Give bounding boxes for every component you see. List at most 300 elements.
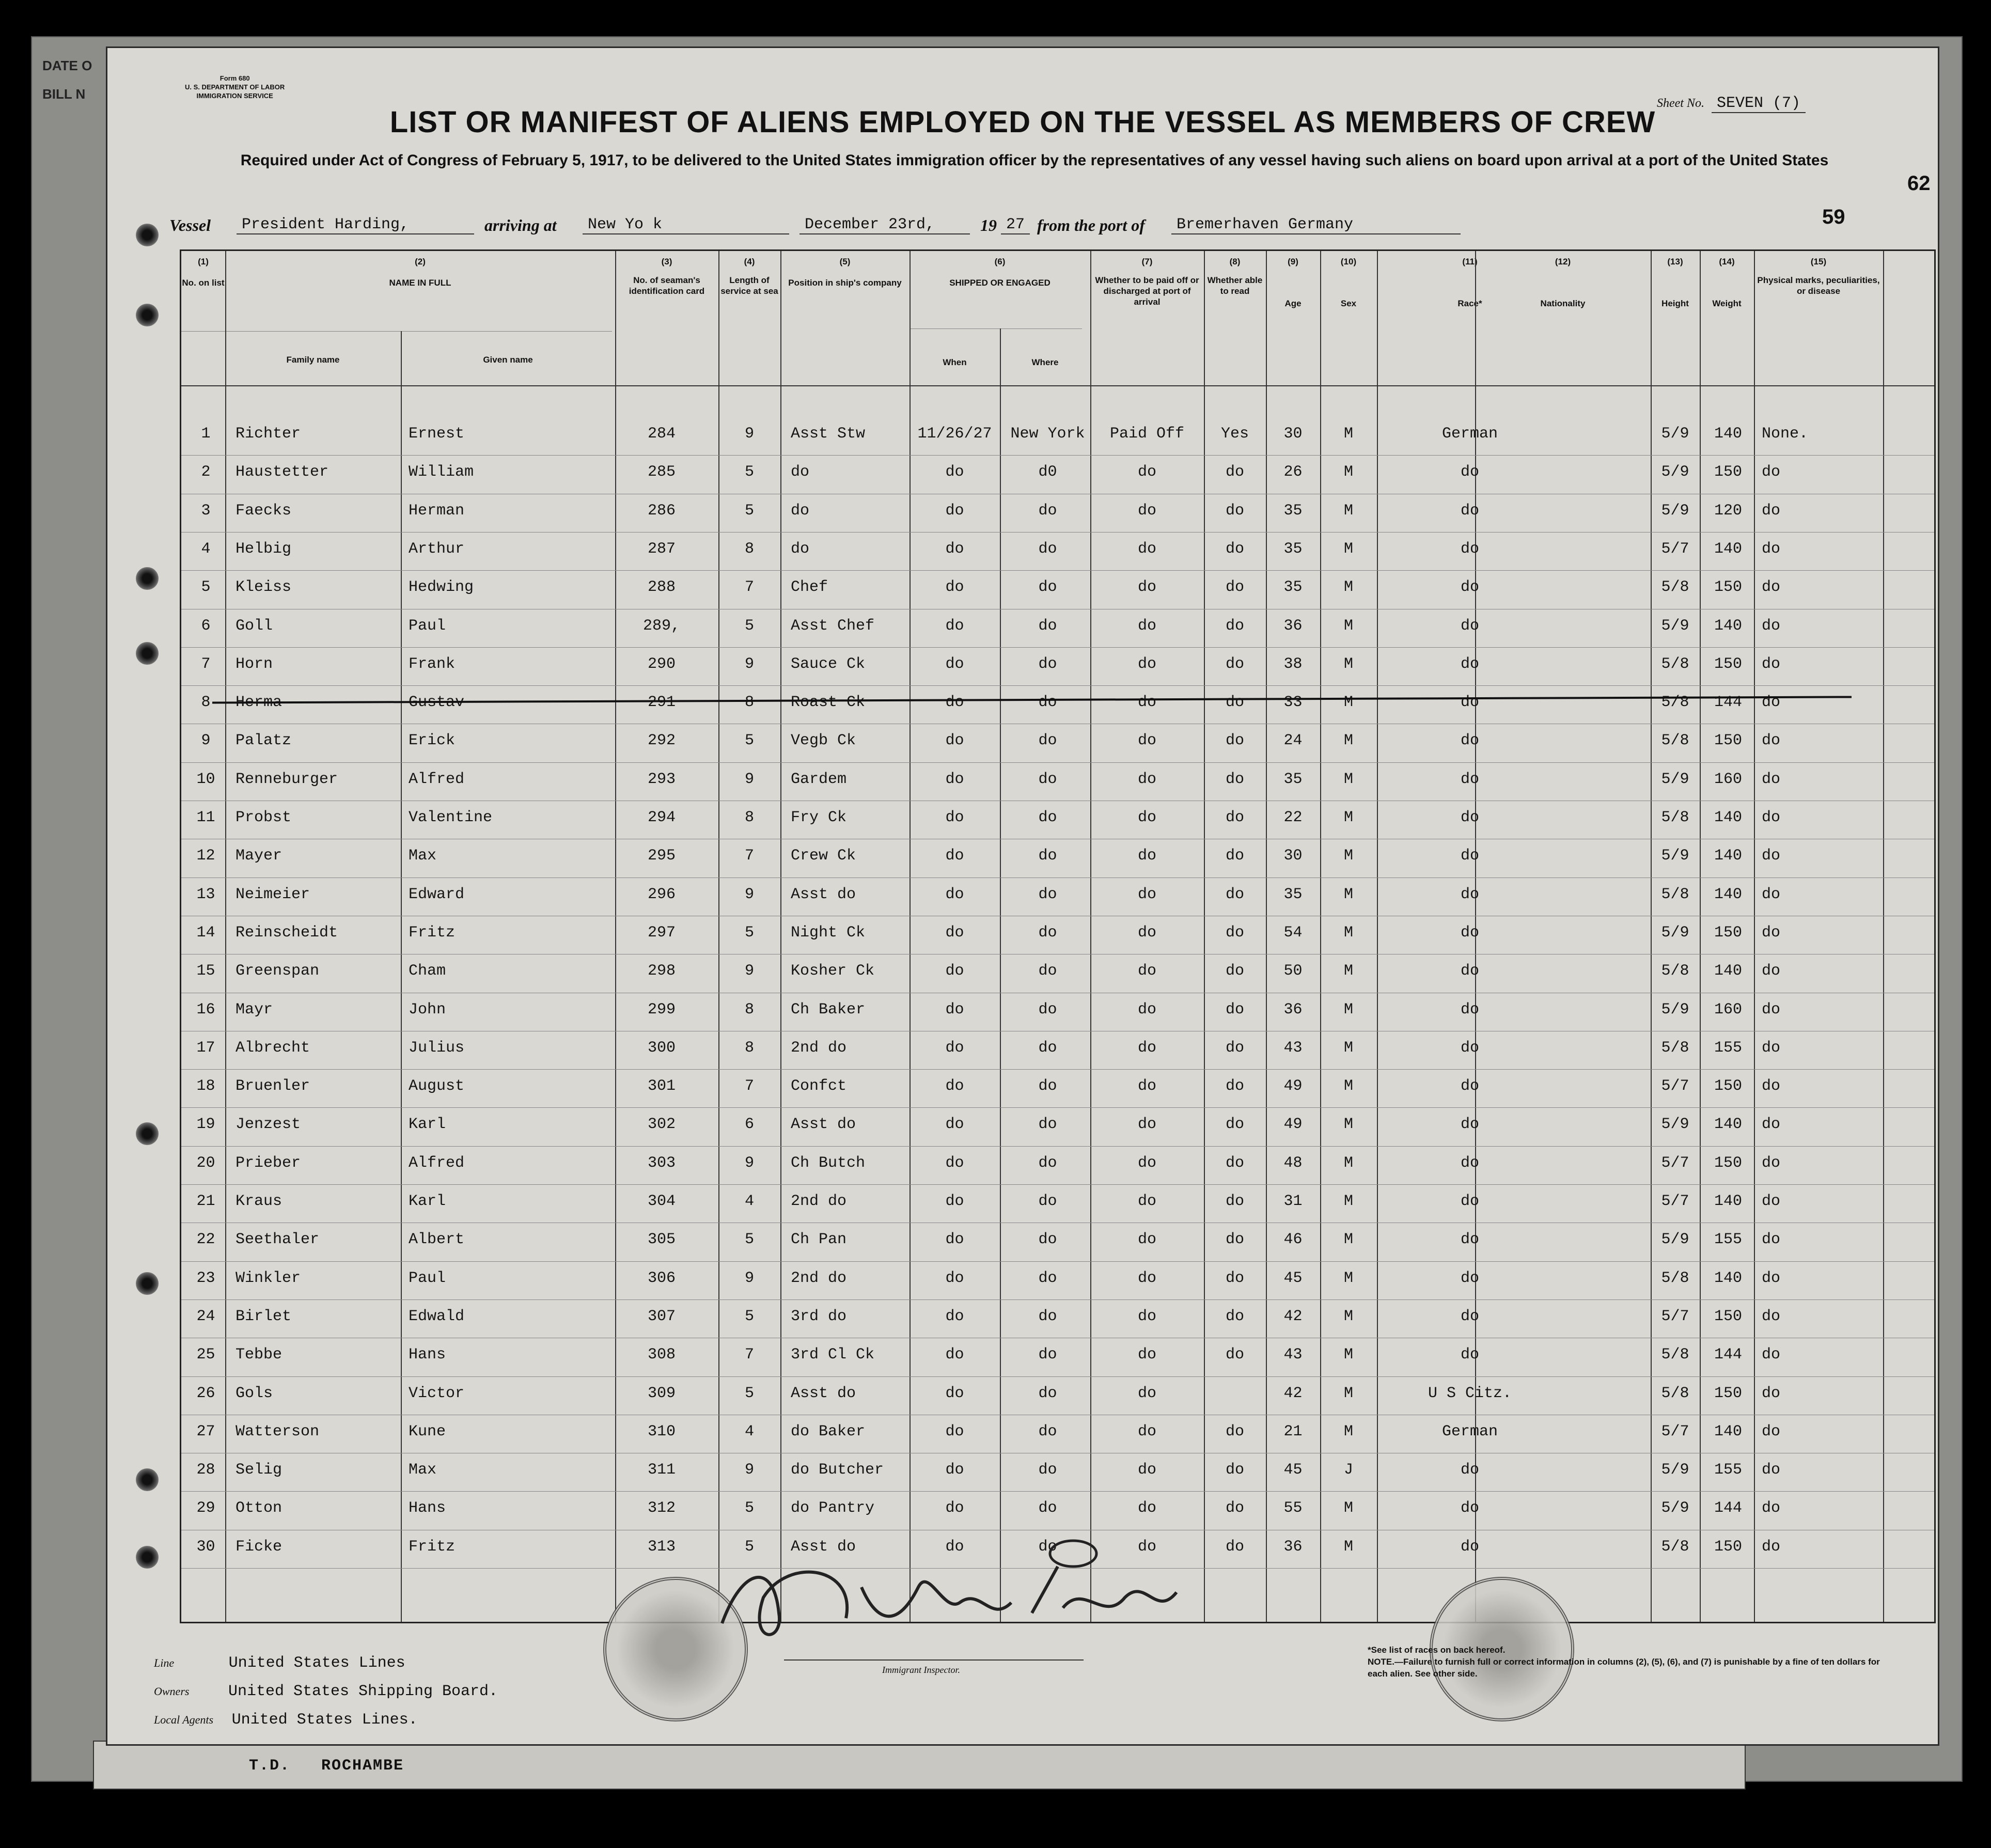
- tab-text-td: T.D.: [249, 1757, 291, 1775]
- cell-height: 5/7: [1661, 1422, 1689, 1440]
- manifest-sheet: [106, 46, 1939, 1746]
- cell-height: 5/8: [1661, 694, 1689, 712]
- cell-race: do: [1460, 1346, 1479, 1364]
- cell-position: Fry Ck: [791, 809, 847, 826]
- cell-paid: do: [1137, 962, 1156, 980]
- owners-label: Owners: [154, 1685, 190, 1698]
- cell-given: Arthur: [409, 540, 465, 558]
- cell-sex: M: [1343, 502, 1353, 520]
- cell-race: do: [1460, 809, 1479, 826]
- cell-card: 297: [647, 923, 676, 942]
- cell-race: German: [1441, 425, 1498, 443]
- column-line: [718, 251, 719, 1622]
- cell-weight: 140: [1714, 809, 1742, 826]
- header-able-read: Whether able to read: [1207, 275, 1263, 296]
- cell-sex: M: [1343, 809, 1353, 826]
- cell-no: 9: [201, 732, 211, 750]
- cell-height: 5/8: [1661, 962, 1689, 980]
- cell-weight: 140: [1714, 617, 1742, 635]
- cell-marks: do: [1762, 1193, 1781, 1210]
- cell-family: Bruenler: [236, 1077, 310, 1095]
- cell-marks: do: [1762, 885, 1781, 903]
- cell-weight: 140: [1714, 1269, 1742, 1287]
- cell-where: do: [1038, 1346, 1057, 1364]
- cell-age: 26: [1283, 463, 1303, 481]
- cell-no: 26: [196, 1384, 215, 1402]
- header-shipped: SHIPPED OR ENGAGED: [949, 278, 1051, 288]
- cell-given: Max: [409, 1461, 437, 1479]
- cell-paid: do: [1137, 578, 1156, 597]
- column-line: [1377, 251, 1378, 1622]
- cell-no: 17: [196, 1039, 215, 1057]
- cell-when: do: [945, 1039, 964, 1057]
- cell-where: do: [1038, 1116, 1057, 1134]
- cell-marks: do: [1762, 847, 1781, 865]
- cell-age: 43: [1283, 1346, 1303, 1364]
- punch-hole: [136, 642, 159, 665]
- cell-marks: do: [1762, 923, 1781, 942]
- cell-family: Kleiss: [236, 578, 292, 597]
- cell-where: do: [1038, 578, 1057, 597]
- cell-given: Hans: [409, 1499, 446, 1517]
- cell-when: do: [945, 578, 964, 597]
- cell-given: Edward: [409, 885, 465, 903]
- cell-given: Paul: [409, 1269, 446, 1287]
- header-num: (11): [1462, 257, 1478, 267]
- cell-read: do: [1225, 1422, 1244, 1440]
- cell-length: 5: [744, 732, 754, 750]
- cell-age: 42: [1283, 1384, 1303, 1402]
- cell-no: 20: [196, 1154, 215, 1172]
- cell-card: 310: [647, 1422, 676, 1440]
- punch-hole: [136, 1468, 159, 1491]
- cell-read: do: [1225, 1231, 1244, 1249]
- cell-read: do: [1225, 770, 1244, 788]
- cell-when: do: [945, 847, 964, 865]
- cell-sex: M: [1343, 770, 1353, 788]
- cell-given: Ernest: [409, 425, 465, 443]
- row-rule: [181, 685, 1934, 686]
- cell-family: Mayer: [236, 847, 283, 865]
- cell-card: 288: [647, 578, 676, 597]
- column-line: [1320, 251, 1321, 1622]
- cell-card: 293: [647, 770, 676, 788]
- cell-where: do: [1038, 1154, 1057, 1172]
- cell-no: 5: [201, 578, 211, 597]
- cell-where: do: [1038, 732, 1057, 750]
- cell-length: 9: [744, 885, 754, 903]
- cell-family: Kraus: [236, 1193, 283, 1210]
- cell-given: Valentine: [409, 809, 493, 826]
- cell-family: Selig: [236, 1461, 283, 1479]
- cell-where: do: [1038, 1307, 1057, 1325]
- cell-given: Albert: [409, 1231, 465, 1249]
- cell-race: do: [1460, 1231, 1479, 1249]
- cell-race: do: [1460, 1039, 1479, 1057]
- cell-given: August: [409, 1077, 465, 1095]
- cell-card: 306: [647, 1269, 676, 1287]
- cell-when: do: [945, 1000, 964, 1019]
- cell-race: do: [1460, 1307, 1479, 1325]
- cell-paid: do: [1137, 1116, 1156, 1134]
- cell-marks: do: [1762, 732, 1781, 750]
- cell-read: do: [1225, 1499, 1244, 1517]
- cell-marks: do: [1762, 1000, 1781, 1019]
- cell-paid: do: [1137, 617, 1156, 635]
- cell-marks: do: [1762, 463, 1781, 481]
- column-line: [1266, 251, 1267, 1622]
- cell-no: 8: [201, 694, 211, 712]
- cell-weight: 155: [1714, 1231, 1742, 1249]
- header-num: (1): [198, 257, 209, 267]
- cell-marks: do: [1762, 502, 1781, 520]
- cell-weight: 150: [1714, 1307, 1742, 1325]
- cell-given: Paul: [409, 617, 446, 635]
- column-line: [1700, 251, 1701, 1622]
- cell-position: Asst do: [791, 1538, 856, 1556]
- cell-when: do: [945, 1193, 964, 1210]
- cell-given: Alfred: [409, 770, 465, 788]
- cell-length: 8: [744, 809, 754, 826]
- cell-paid: do: [1137, 1231, 1156, 1249]
- service-name: IMMIGRATION SERVICE: [196, 92, 273, 100]
- cell-position: do Butcher: [791, 1461, 884, 1479]
- header-given-name: Given name: [483, 355, 533, 365]
- cell-where: do: [1038, 540, 1057, 558]
- cell-where: d0: [1038, 463, 1057, 481]
- arrival-date: December 23rd,: [799, 216, 970, 234]
- cell-card: 308: [647, 1346, 676, 1364]
- cell-age: 33: [1283, 694, 1303, 712]
- column-line: [1090, 251, 1091, 1622]
- cell-when: do: [945, 809, 964, 826]
- cell-weight: 140: [1714, 1116, 1742, 1134]
- agents-label: Local Agents: [154, 1713, 214, 1726]
- cell-weight: 150: [1714, 923, 1742, 942]
- cell-height: 5/8: [1661, 809, 1689, 826]
- cell-family: Goll: [236, 617, 273, 635]
- cell-family: Tebbe: [236, 1346, 283, 1364]
- punch-hole: [136, 304, 159, 326]
- header-col-8: [1204, 256, 1266, 296]
- cell-read: do: [1225, 463, 1244, 481]
- cell-where: do: [1038, 1499, 1057, 1517]
- column-line: [1883, 251, 1884, 1622]
- cell-age: 24: [1283, 732, 1303, 750]
- cell-age: 30: [1283, 425, 1303, 443]
- cell-sex: M: [1343, 694, 1353, 712]
- cell-no: 23: [196, 1269, 215, 1287]
- cell-family: Ficke: [236, 1538, 283, 1556]
- cell-paid: do: [1137, 770, 1156, 788]
- cell-no: 4: [201, 540, 211, 558]
- cell-when: do: [945, 463, 964, 481]
- cell-length: 5: [744, 502, 754, 520]
- header-col-14: [1700, 256, 1754, 309]
- header-col-9: [1266, 256, 1320, 309]
- cell-length: 7: [744, 1346, 754, 1364]
- cell-age: 35: [1283, 578, 1303, 597]
- cell-card: 304: [647, 1193, 676, 1210]
- cell-length: 5: [744, 1499, 754, 1517]
- cell-height: 5/7: [1661, 1077, 1689, 1095]
- cell-length: 5: [744, 1384, 754, 1402]
- cell-sex: M: [1343, 1499, 1353, 1517]
- cell-height: 5/9: [1661, 463, 1689, 481]
- cell-when: do: [945, 694, 964, 712]
- row-rule: [181, 762, 1934, 763]
- underpage-label-date: DATE O: [42, 58, 92, 73]
- cell-height: 5/9: [1661, 847, 1689, 865]
- cell-when: do: [945, 502, 964, 520]
- cell-sex: M: [1343, 655, 1353, 673]
- row-rule: [181, 1376, 1934, 1377]
- header-seaman-card: No. of seaman's identification card: [629, 275, 705, 296]
- cell-read: do: [1225, 885, 1244, 903]
- cell-card: 311: [647, 1461, 676, 1479]
- cell-position: do: [791, 540, 810, 558]
- cell-sex: M: [1343, 425, 1353, 443]
- cell-card: 286: [647, 502, 676, 520]
- departure-port: Bremerhaven Germany: [1171, 216, 1461, 234]
- cell-race: do: [1460, 847, 1479, 865]
- cell-given: Hans: [409, 1346, 446, 1364]
- header-where: Where: [1031, 357, 1059, 367]
- cell-length: 8: [744, 540, 754, 558]
- cell-weight: 150: [1714, 732, 1742, 750]
- cell-card: 285: [647, 463, 676, 481]
- cell-when: do: [945, 617, 964, 635]
- cell-no: 14: [196, 923, 215, 942]
- cell-card: 287: [647, 540, 676, 558]
- cell-given: Fritz: [409, 923, 456, 942]
- cell-race: do: [1460, 923, 1479, 942]
- cell-given: Max: [409, 847, 437, 865]
- cell-when: do: [945, 1499, 964, 1517]
- header-num: (5): [839, 257, 851, 267]
- cell-when: do: [945, 1422, 964, 1440]
- cell-position: Asst Chef: [791, 617, 875, 635]
- cell-sex: M: [1343, 1231, 1353, 1249]
- header-num: (13): [1667, 257, 1683, 267]
- cell-paid: do: [1137, 1422, 1156, 1440]
- cell-race: do: [1460, 655, 1479, 673]
- cell-family: Otton: [236, 1499, 283, 1517]
- column-line: [225, 251, 226, 1622]
- row-rule: [181, 1184, 1934, 1185]
- cell-position: do Pantry: [791, 1499, 875, 1517]
- cell-when: do: [945, 1154, 964, 1172]
- cell-when: do: [945, 1346, 964, 1364]
- cell-when: do: [945, 885, 964, 903]
- cell-read: do: [1225, 962, 1244, 980]
- cell-when: do: [945, 1307, 964, 1325]
- cell-when: do: [945, 1116, 964, 1134]
- cell-read: do: [1225, 732, 1244, 750]
- cell-sex: M: [1343, 1346, 1353, 1364]
- column-line: [401, 331, 402, 1622]
- cell-paid: do: [1137, 655, 1156, 673]
- cell-paid: Paid Off: [1109, 425, 1185, 443]
- cell-position: Kosher Ck: [791, 962, 875, 980]
- cell-race: do: [1460, 770, 1479, 788]
- cell-age: 30: [1283, 847, 1303, 865]
- row-rule: [181, 647, 1934, 648]
- underpage-label-bill: BILL N: [42, 86, 86, 102]
- cell-length: 8: [744, 694, 754, 712]
- cell-position: Chef: [791, 578, 828, 597]
- underlying-tab: [93, 1741, 1746, 1790]
- cell-position: Roast Ck: [791, 694, 866, 712]
- cell-marks: do: [1762, 1346, 1781, 1364]
- column-line: [1651, 251, 1652, 1622]
- header-col-4: [718, 256, 780, 296]
- cell-where: do: [1038, 885, 1057, 903]
- row-rule: [181, 1146, 1934, 1147]
- arriving-label: arriving at: [484, 216, 557, 234]
- cell-race: do: [1460, 502, 1479, 520]
- cell-given: Karl: [409, 1116, 446, 1134]
- sheet-number-label: Sheet No.: [1657, 97, 1704, 110]
- cell-height: 5/7: [1661, 1193, 1689, 1210]
- cell-position: 2nd do: [791, 1039, 847, 1057]
- cell-family: Greenspan: [236, 962, 320, 980]
- punch-hole: [136, 1546, 159, 1569]
- cell-marks: do: [1762, 1269, 1781, 1287]
- cell-card: 289,: [642, 617, 680, 635]
- tab-text-ship: ROCHAMBE: [321, 1757, 404, 1775]
- cell-height: 5/7: [1661, 1307, 1689, 1325]
- name-subdivider-2: [225, 331, 612, 332]
- cell-when: 11/26/27: [917, 425, 992, 443]
- cell-no: 1: [201, 425, 211, 443]
- cell-marks: do: [1762, 1231, 1781, 1249]
- cell-card: 291: [647, 694, 676, 712]
- cell-race: do: [1460, 463, 1479, 481]
- cell-where: do: [1038, 770, 1057, 788]
- cell-marks: do: [1762, 617, 1781, 635]
- cell-when: do: [945, 770, 964, 788]
- cell-family: Probst: [236, 809, 292, 826]
- cell-sex: M: [1343, 540, 1353, 558]
- header-age: Age: [1284, 299, 1302, 308]
- cell-length: 6: [744, 1116, 754, 1134]
- cell-length: 9: [744, 770, 754, 788]
- cell-card: 307: [647, 1307, 676, 1325]
- vessel-line: [149, 216, 1905, 242]
- cell-sex: M: [1343, 885, 1353, 903]
- cell-paid: do: [1137, 694, 1156, 712]
- cell-when: do: [945, 962, 964, 980]
- line-label: Line: [154, 1656, 175, 1669]
- header-nationality: Nationality: [1540, 299, 1586, 308]
- cell-height: 5/8: [1661, 1346, 1689, 1364]
- cell-where: do: [1038, 502, 1057, 520]
- punch-hole: [136, 567, 159, 590]
- inspector-signature: [701, 1536, 1218, 1670]
- cell-race: do: [1460, 1116, 1479, 1134]
- cell-weight: 150: [1714, 655, 1742, 673]
- cell-family: Prieber: [236, 1154, 301, 1172]
- header-col-2: [225, 256, 615, 288]
- cell-where: do: [1038, 809, 1057, 826]
- header-when: When: [943, 357, 967, 367]
- cell-read: do: [1225, 1000, 1244, 1019]
- cell-race: do: [1460, 885, 1479, 903]
- row-rule: [181, 570, 1934, 571]
- cell-age: 45: [1283, 1269, 1303, 1287]
- cell-where: do: [1038, 847, 1057, 865]
- cell-read: Yes: [1220, 425, 1249, 443]
- cell-where: do: [1038, 1461, 1057, 1479]
- header-sex: Sex: [1340, 299, 1357, 308]
- cell-when: do: [945, 1231, 964, 1249]
- cell-position: do: [791, 463, 810, 481]
- row-rule: [181, 1299, 1934, 1300]
- cell-height: 5/8: [1661, 1269, 1689, 1287]
- cell-where: do: [1038, 1269, 1057, 1287]
- cell-position: do Baker: [791, 1422, 866, 1440]
- cell-position: Ch Baker: [791, 1000, 866, 1019]
- cell-read: do: [1225, 1461, 1244, 1479]
- cell-read: do: [1225, 847, 1244, 865]
- cell-read: do: [1225, 1116, 1244, 1134]
- cell-read: do: [1225, 655, 1244, 673]
- cell-length: 7: [744, 578, 754, 597]
- header-col-1: [181, 256, 225, 288]
- cell-height: 5/7: [1661, 1154, 1689, 1172]
- cell-read: do: [1225, 1039, 1244, 1057]
- cell-height: 5/9: [1661, 1461, 1689, 1479]
- cell-paid: do: [1137, 1039, 1156, 1057]
- cell-length: 9: [744, 655, 754, 673]
- column-line: [780, 251, 781, 1622]
- penalty-note: NOTE.—Failure to furnish full or correct information in columns (2), (5), (6), and (7) is punishable by a fine of ten dollars for each alien. See other side.: [1368, 1657, 1880, 1679]
- cell-marks: do: [1762, 962, 1781, 980]
- cell-card: 295: [647, 847, 676, 865]
- cell-paid: do: [1137, 1461, 1156, 1479]
- cell-where: do: [1038, 1422, 1057, 1440]
- arriving-port: New Yo k: [583, 216, 789, 234]
- column-line: [1204, 251, 1205, 1622]
- cell-length: 5: [744, 1231, 754, 1249]
- cell-marks: do: [1762, 1422, 1781, 1440]
- cell-sex: M: [1343, 578, 1353, 597]
- cell-marks: do: [1762, 1039, 1781, 1057]
- cell-race: do: [1460, 962, 1479, 980]
- cell-length: 9: [744, 1461, 754, 1479]
- cell-age: 35: [1283, 502, 1303, 520]
- cell-card: 292: [647, 732, 676, 750]
- cell-when: do: [945, 923, 964, 942]
- cell-sex: M: [1343, 1307, 1353, 1325]
- cell-height: 5/8: [1661, 655, 1689, 673]
- cell-race: do: [1460, 617, 1479, 635]
- cell-age: 38: [1283, 655, 1303, 673]
- cell-when: do: [945, 1461, 964, 1479]
- cell-read: do: [1225, 1154, 1244, 1172]
- cell-weight: 160: [1714, 1000, 1742, 1019]
- cell-where: do: [1038, 1538, 1057, 1556]
- cell-paid: do: [1137, 540, 1156, 558]
- cell-race: do: [1460, 1461, 1479, 1479]
- cell-family: Reinscheidt: [236, 923, 338, 942]
- cell-position: Crew Ck: [791, 847, 856, 865]
- footer-agents: [154, 1711, 418, 1729]
- cell-card: 302: [647, 1116, 676, 1134]
- cell-paid: do: [1137, 502, 1156, 520]
- cell-position: Gardem: [791, 770, 847, 788]
